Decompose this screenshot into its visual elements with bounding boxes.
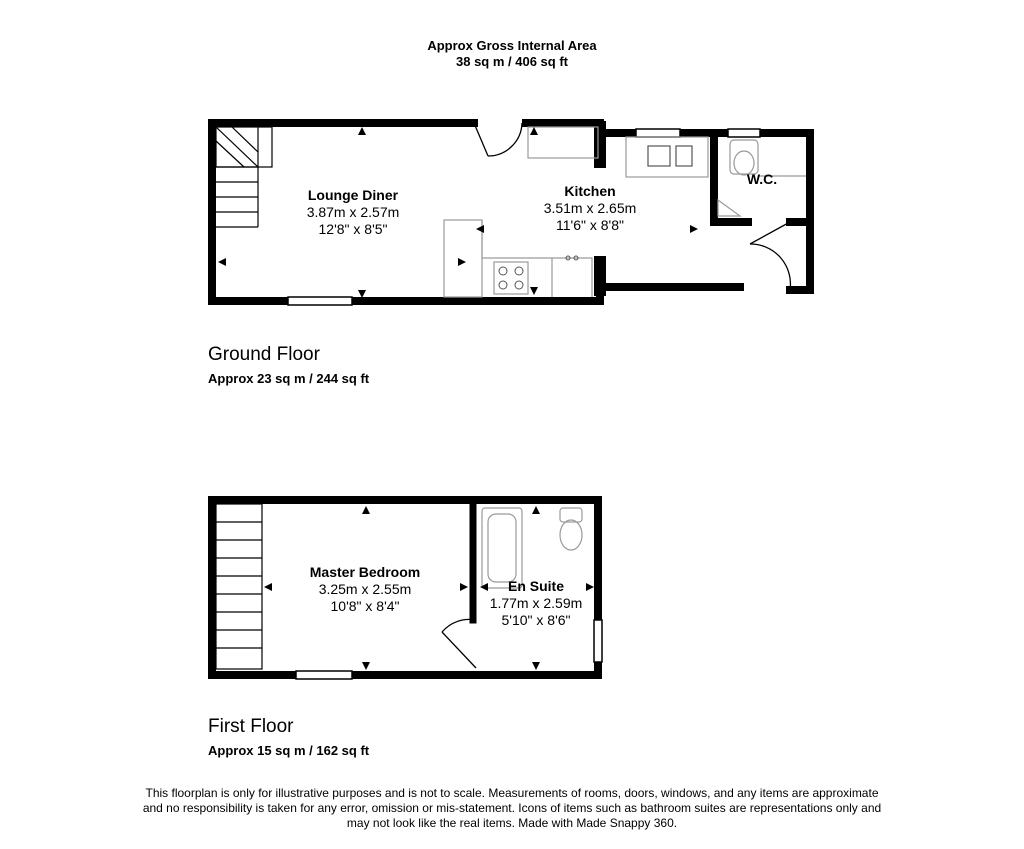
floor-name-first: First Floor <box>208 716 294 737</box>
gross-area-title: Approx Gross Internal Area <box>427 38 597 53</box>
ground-floor-stairs <box>216 127 272 227</box>
room-label-kitchen <box>505 183 675 234</box>
room-metric: 3.87m x 2.57m <box>306 204 400 220</box>
room-imperial: 5'10" x 8'6" <box>501 612 571 628</box>
room-label-lounge-diner <box>268 187 438 238</box>
hob-rings <box>499 256 578 289</box>
ensuite-fixtures <box>482 508 582 588</box>
room-name: W.C. <box>746 171 778 187</box>
floor-name-ground: Ground Floor <box>208 344 320 365</box>
room-name: Lounge Diner <box>307 187 399 203</box>
room-imperial: 11'6" x 8'8" <box>556 217 624 233</box>
room-name: Master Bedroom <box>309 564 421 580</box>
disclaimer-line: may not look like the real items. Made with Made Snappy 360. <box>346 816 678 830</box>
gross-area-value: 38 sq m / 406 sq ft <box>456 54 568 69</box>
room-name: Kitchen <box>564 183 616 199</box>
floor-area-ground: Approx 23 sq m / 244 sq ft <box>208 371 370 386</box>
room-imperial: 12'8" x 8'5" <box>318 221 388 237</box>
room-metric: 1.77m x 2.59m <box>489 595 583 611</box>
disclaimer-line: This floorplan is only for illustrative purposes and is not to scale. Measurements of rooms, doors, windows, and any items are approximate <box>145 786 879 800</box>
first-floor-stairs <box>216 504 262 669</box>
room-label-wc <box>730 171 794 188</box>
room-label-en-suite <box>472 578 600 629</box>
disclaimer-line: and no responsibility is taken for any error, omission or mis-statement. Icons of items such as bathroom suites are representations only and <box>142 801 882 815</box>
disclaimer <box>112 786 912 831</box>
room-name: En Suite <box>507 578 564 594</box>
floor-area-first: Approx 15 sq m / 162 sq ft <box>208 743 370 758</box>
room-metric: 3.51m x 2.65m <box>543 200 637 216</box>
first-floor-doors <box>442 619 476 668</box>
room-metric: 3.25m x 2.55m <box>318 581 412 597</box>
room-label-master-bedroom <box>280 564 450 615</box>
room-imperial: 10'8" x 8'4" <box>330 598 400 614</box>
